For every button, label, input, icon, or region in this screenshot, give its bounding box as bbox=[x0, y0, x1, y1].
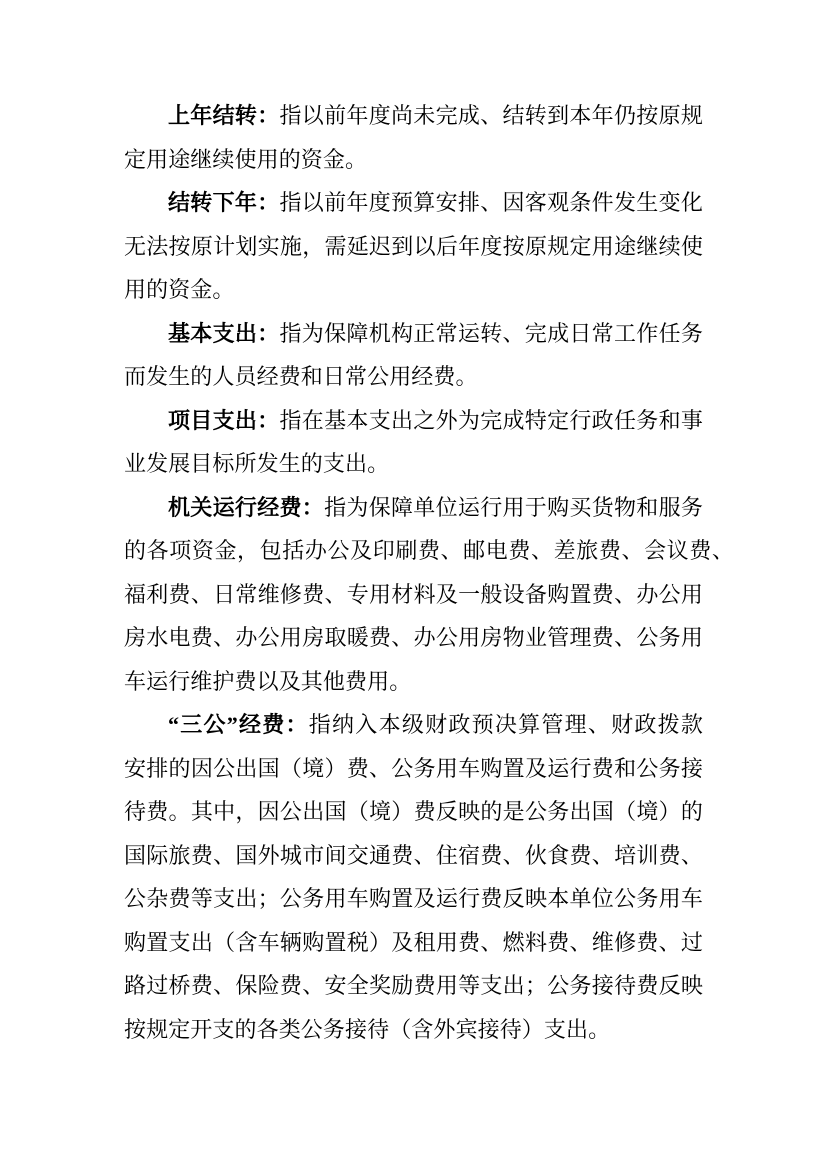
text-line bbox=[124, 486, 703, 530]
text-line: 定用途继续使用的资金。 bbox=[124, 146, 368, 172]
para-basic-expenditure bbox=[124, 312, 703, 399]
text-line: 待费。其中，因公出国（境）费反映的是公务出国（境）的 bbox=[124, 799, 703, 824]
term-label: “三公”经费： bbox=[168, 712, 309, 737]
text-line: 而发生的人员经费和日常公用经费。 bbox=[124, 364, 478, 389]
text-line: 按规定开支的各类公务接待（含外宾接待）支出。 bbox=[124, 1016, 611, 1042]
text-line: 业发展目标所发生的支出。 bbox=[124, 451, 390, 476]
document-page-body bbox=[124, 94, 734, 1051]
text-line: 的各项资金，包括办公及印刷费、邮电费、差旅费、会议费、 bbox=[124, 538, 734, 563]
term-label: 项目支出： bbox=[168, 407, 280, 433]
text-line bbox=[124, 94, 703, 138]
para-project-expenditure bbox=[124, 399, 703, 486]
term-definition-text: 指以前年度尚未完成、结转到本年仍按原规 bbox=[279, 103, 703, 128]
term-definition-text: 指为保障单位运行用于购买货物和服务 bbox=[324, 494, 704, 520]
text-line: 无法按原计划实施，需延迟到以后年度按原规定用途继续使 bbox=[124, 233, 703, 259]
text-line: 国际旅费、国外城市间交通费、住宿费、伙食费、培训费、 bbox=[124, 842, 703, 868]
text-line: 福利费、日常维修费、专用材料及一般设备购置费、办公用 bbox=[124, 581, 703, 607]
para-three-public-expenses bbox=[124, 703, 703, 1051]
text-line bbox=[124, 312, 703, 356]
text-line: 安排的因公出国（境）费、公务用车购置及运行费和公务接 bbox=[124, 755, 703, 781]
text-line: 用的资金。 bbox=[124, 277, 235, 302]
term-label: 结转下年： bbox=[168, 190, 280, 215]
para-carryover-from-previous-year bbox=[124, 94, 703, 181]
term-label: 机关运行经费： bbox=[168, 494, 325, 520]
text-line bbox=[124, 703, 703, 747]
text-line: 路过桥费、保险费、安全奖励费用等支出；公务接待费反映 bbox=[124, 973, 703, 998]
text-line bbox=[124, 399, 703, 443]
para-agency-operating-costs bbox=[124, 486, 734, 704]
term-label: 基本支出： bbox=[168, 320, 280, 346]
term-definition-text: 指为保障机构正常运转、完成日常工作任务 bbox=[279, 320, 703, 346]
text-line: 车运行维护费以及其他费用。 bbox=[124, 668, 412, 694]
term-definition-text: 指纳入本级财政预决算管理、财政拨款 bbox=[308, 712, 703, 737]
text-line bbox=[124, 181, 703, 225]
term-definition-text: 指在基本支出之外为完成特定行政任务和事 bbox=[279, 407, 703, 433]
term-definition-text: 指以前年度预算安排、因客观条件发生变化 bbox=[279, 190, 703, 215]
text-line: 公杂费等支出；公务用车购置及运行费反映本单位公务用车 bbox=[124, 886, 703, 911]
para-carryover-to-next-year bbox=[124, 181, 703, 312]
term-label: 上年结转： bbox=[168, 103, 280, 128]
text-line: 房水电费、办公用房取暖费、办公用房物业管理费、公务用 bbox=[124, 625, 703, 650]
text-line: 购置支出（含车辆购置税）及租用费、燃料费、维修费、过 bbox=[124, 929, 703, 955]
